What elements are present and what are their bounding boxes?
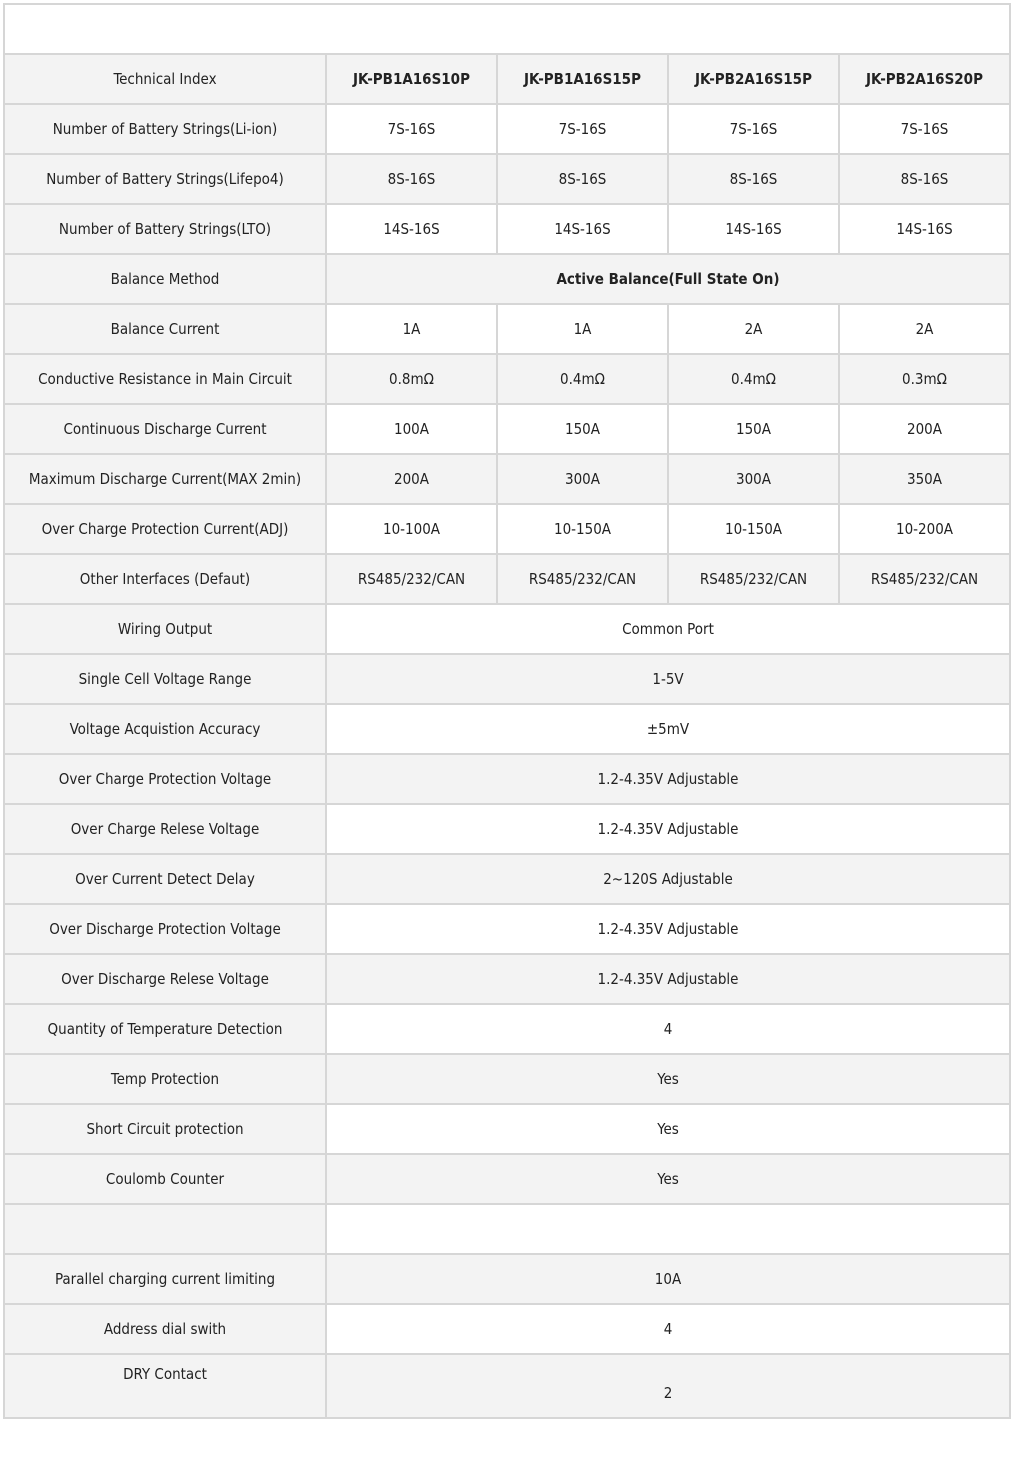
table-row: [4, 404, 1010, 454]
table-row: [4, 604, 1010, 654]
row-value: 350A: [839, 454, 1010, 504]
row-value-merged: [326, 1204, 1010, 1254]
row-label: Number of Battery Strings(Li-ion): [4, 104, 326, 154]
row-value-merged: 2~120S Adjustable: [326, 854, 1010, 904]
row-value-merged: 1.2-4.35V Adjustable: [326, 904, 1010, 954]
row-value-merged: 10A: [326, 1254, 1010, 1304]
model-header: JK-PB1A16S10P: [326, 54, 497, 104]
row-value-merged: Common Port: [326, 604, 1010, 654]
row-value: 0.3mΩ: [839, 354, 1010, 404]
row-label: Temp Protection: [4, 1054, 326, 1104]
row-value: 8S-16S: [497, 154, 668, 204]
table-row: [4, 904, 1010, 954]
row-value: 14S-16S: [839, 204, 1010, 254]
model-header: JK-PB2A16S15P: [668, 54, 839, 104]
row-value: 100A: [326, 404, 497, 454]
table-row: [4, 154, 1010, 204]
model-header: JK-PB1A16S15P: [497, 54, 668, 104]
row-label: Over Discharge Relese Voltage: [4, 954, 326, 1004]
row-label: Over Charge Relese Voltage: [4, 804, 326, 854]
row-value-merged: Yes: [326, 1154, 1010, 1204]
row-label: Over Discharge Protection Voltage: [4, 904, 326, 954]
row-value: RS485/232/CAN: [326, 554, 497, 604]
title-row: [4, 4, 1010, 54]
table-row: [4, 854, 1010, 904]
row-value-merged: Active Balance(Full State On): [326, 254, 1010, 304]
row-value-merged: 1-5V: [326, 654, 1010, 704]
header-row: [4, 54, 1010, 104]
table-row: [4, 1304, 1010, 1354]
row-label: Single Cell Voltage Range: [4, 654, 326, 704]
row-value: RS485/232/CAN: [668, 554, 839, 604]
row-value: 14S-16S: [326, 204, 497, 254]
row-label: Other Interfaces (Defaut): [4, 554, 326, 604]
table-row: [4, 1004, 1010, 1054]
row-value: RS485/232/CAN: [839, 554, 1010, 604]
table-row: [4, 354, 1010, 404]
table-row: [4, 1354, 1010, 1418]
row-label: Balance Current: [4, 304, 326, 354]
empty-title-cell: [4, 4, 1010, 54]
row-value: 10-200A: [839, 504, 1010, 554]
table-row: [4, 254, 1010, 304]
table-row: [4, 304, 1010, 354]
row-label: Quantity of Temperature Detection: [4, 1004, 326, 1054]
empty-row: [4, 1204, 1010, 1254]
row-label: Number of Battery Strings(LTO): [4, 204, 326, 254]
row-value: 7S-16S: [326, 104, 497, 154]
row-label: [4, 1204, 326, 1254]
table-row: [4, 804, 1010, 854]
model-header: JK-PB2A16S20P: [839, 54, 1010, 104]
row-value: 1A: [326, 304, 497, 354]
table-row: [4, 104, 1010, 154]
row-value-merged: 2: [326, 1354, 1010, 1418]
row-value-merged: Yes: [326, 1104, 1010, 1154]
row-value-merged: 1.2-4.35V Adjustable: [326, 804, 1010, 854]
row-label: Number of Battery Strings(Lifepo4): [4, 154, 326, 204]
row-value: 7S-16S: [839, 104, 1010, 154]
row-value-merged: Yes: [326, 1054, 1010, 1104]
table-row: [4, 1054, 1010, 1104]
row-value: RS485/232/CAN: [497, 554, 668, 604]
table-row: [4, 454, 1010, 504]
row-value: 8S-16S: [668, 154, 839, 204]
row-value: 200A: [839, 404, 1010, 454]
row-label: Maximum Discharge Current(MAX 2min): [4, 454, 326, 504]
table-row: [4, 754, 1010, 804]
header-label: Technical Index: [4, 54, 326, 104]
row-label: Balance Method: [4, 254, 326, 304]
table-row: [4, 554, 1010, 604]
row-value: 0.8mΩ: [326, 354, 497, 404]
row-value: 10-150A: [668, 504, 839, 554]
row-value: 2A: [668, 304, 839, 354]
table-row: [4, 1154, 1010, 1204]
row-value: 0.4mΩ: [668, 354, 839, 404]
row-value: 7S-16S: [668, 104, 839, 154]
row-label: DRY Contact: [4, 1354, 326, 1418]
row-label: Conductive Resistance in Main Circuit: [4, 354, 326, 404]
row-value: 150A: [497, 404, 668, 454]
table-row: [4, 504, 1010, 554]
row-label: Continuous Discharge Current: [4, 404, 326, 454]
row-label: Address dial swith: [4, 1304, 326, 1354]
row-value: 300A: [668, 454, 839, 504]
row-value: 2A: [839, 304, 1010, 354]
table-row: [4, 204, 1010, 254]
row-label: Short Circuit protection: [4, 1104, 326, 1154]
table-row: [4, 954, 1010, 1004]
row-value-merged: 1.2-4.35V Adjustable: [326, 754, 1010, 804]
row-value: 7S-16S: [497, 104, 668, 154]
row-value: 14S-16S: [668, 204, 839, 254]
row-value-merged: 4: [326, 1004, 1010, 1054]
row-value-merged: ±5mV: [326, 704, 1010, 754]
row-value: 300A: [497, 454, 668, 504]
row-label: Over Charge Protection Current(ADJ): [4, 504, 326, 554]
row-value-merged: 4: [326, 1304, 1010, 1354]
row-label: Voltage Acquistion Accuracy: [4, 704, 326, 754]
table-row: [4, 1104, 1010, 1154]
table-row: [4, 1254, 1010, 1304]
table-row: [4, 704, 1010, 754]
row-value: 150A: [668, 404, 839, 454]
row-value: 10-100A: [326, 504, 497, 554]
row-label: Wiring Output: [4, 604, 326, 654]
row-label: Over Charge Protection Voltage: [4, 754, 326, 804]
row-value-merged: 1.2-4.35V Adjustable: [326, 954, 1010, 1004]
row-value: 200A: [326, 454, 497, 504]
row-value: 10-150A: [497, 504, 668, 554]
table-row: [4, 654, 1010, 704]
row-label: Coulomb Counter: [4, 1154, 326, 1204]
row-label: Parallel charging current limiting: [4, 1254, 326, 1304]
row-label: Over Current Detect Delay: [4, 854, 326, 904]
row-value: 1A: [497, 304, 668, 354]
row-value: 8S-16S: [326, 154, 497, 204]
row-value: 14S-16S: [497, 204, 668, 254]
row-value: 8S-16S: [839, 154, 1010, 204]
spec-table: [3, 3, 1011, 1419]
row-value: 0.4mΩ: [497, 354, 668, 404]
